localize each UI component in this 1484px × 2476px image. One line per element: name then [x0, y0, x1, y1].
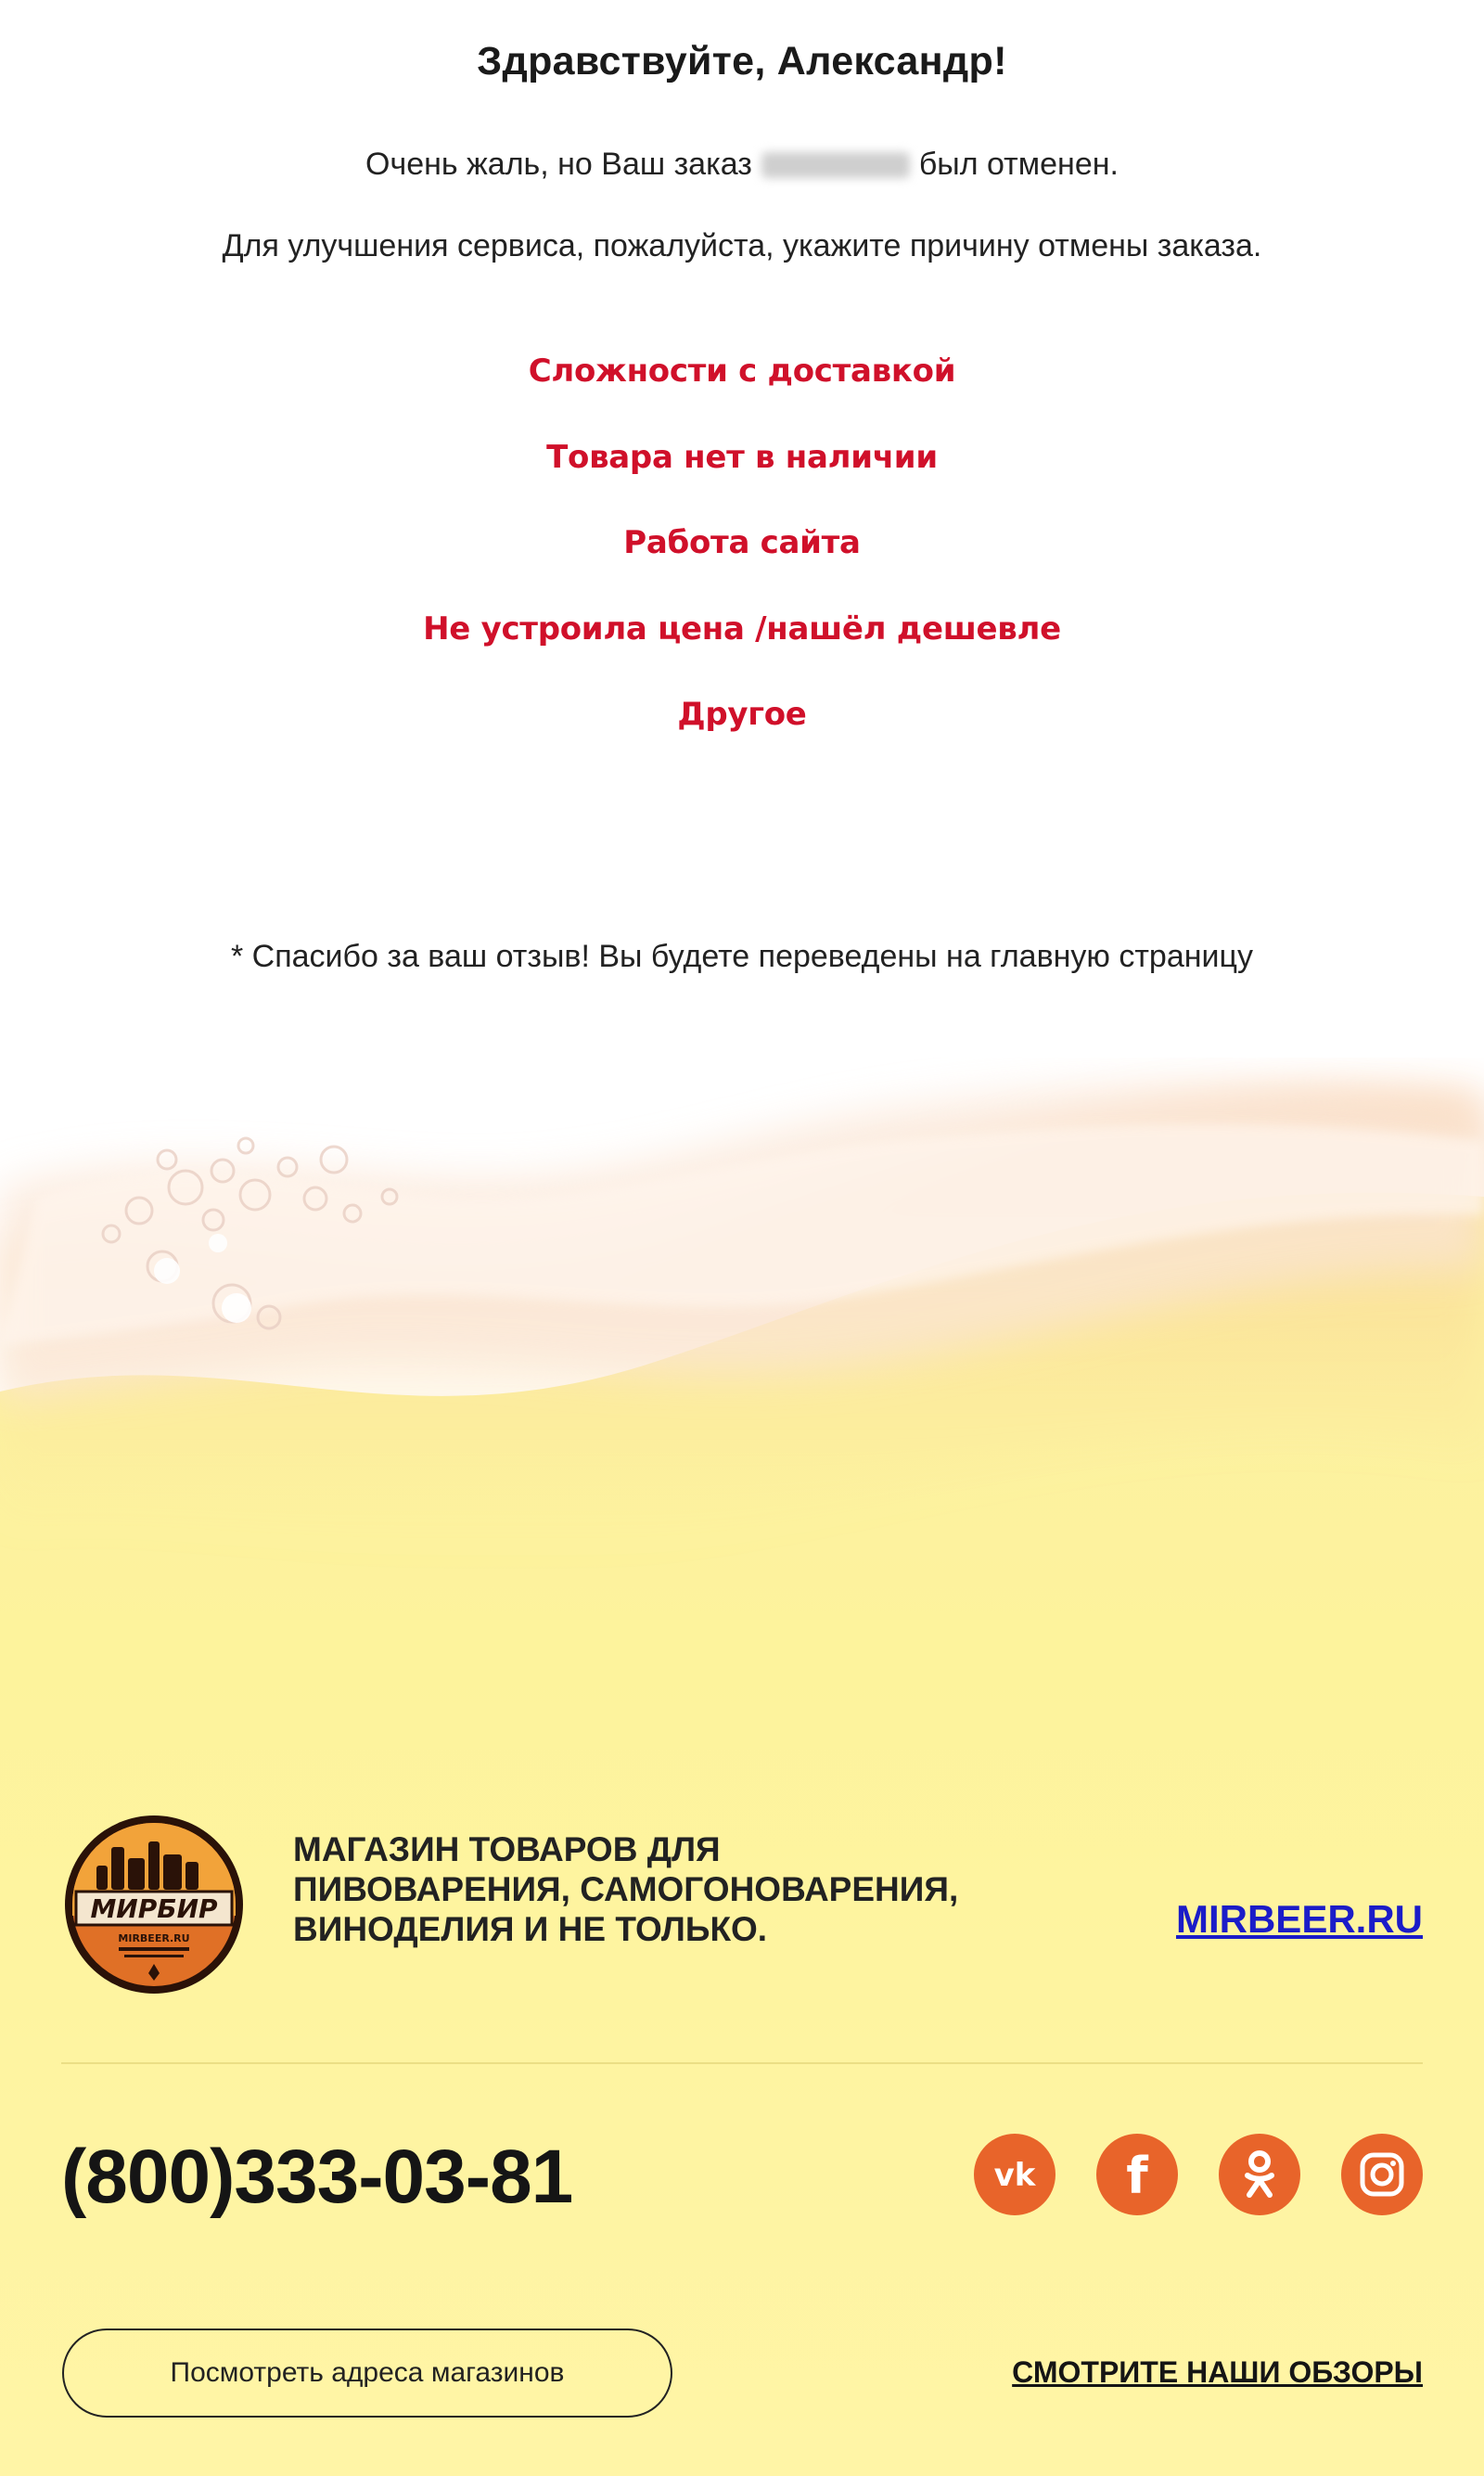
- store-tagline: МАГАЗИН ТОВАРОВ ДЛЯ ПИВОВАРЕНИЯ, САМОГОНОВАРЕНИЯ, ВИНОДЕЛИЯ И НЕ ТОЛЬКО.: [293, 1830, 959, 1948]
- facebook-icon[interactable]: [1096, 2134, 1178, 2215]
- greeting-heading: Здравствуйте, Александр!: [477, 39, 1007, 83]
- footer-divider: [61, 2062, 1423, 2064]
- reason-other-link[interactable]: Другое: [677, 696, 807, 733]
- list-item: [0, 439, 1484, 525]
- mirbeer-logo[interactable]: [63, 1814, 245, 1995]
- svg-text:vk: vk: [993, 2158, 1036, 2191]
- thanks-footnote: * Спасибо за ваш отзыв! Вы будете переведены на главную страницу: [230, 939, 1253, 974]
- reason-delivery-link[interactable]: Сложности с доставкой: [528, 353, 956, 390]
- cancel-reasons-list: [0, 353, 1484, 782]
- odnoklassniki-icon[interactable]: [1219, 2134, 1300, 2215]
- svg-text:f: f: [1126, 2149, 1148, 2200]
- watch-reviews-link[interactable]: СМОТРИТЕ НАШИ ОБЗОРЫ: [1012, 2355, 1423, 2389]
- reason-price-link[interactable]: Не устроила цена /нашёл дешевле: [423, 609, 1061, 648]
- cancel-text-after: был отменен.: [918, 147, 1119, 182]
- list-item: [0, 353, 1484, 439]
- cancel-message: [0, 147, 1484, 183]
- list-item: [0, 524, 1484, 610]
- reason-website-link[interactable]: Работа сайта: [623, 524, 861, 561]
- vk-icon[interactable]: [974, 2134, 1055, 2215]
- phone-number[interactable]: (800)333-03-81: [61, 2135, 573, 2219]
- list-item: [0, 696, 1484, 782]
- logo-domain: MIRBEER.RU: [118, 1932, 190, 1944]
- reason-out-of-stock-link[interactable]: Товара нет в наличии: [546, 438, 938, 476]
- feedback-request: Для улучшения сервиса, пожалуйста, укажите причину отмены заказа.: [222, 228, 1262, 263]
- site-link[interactable]: MIRBEER.RU: [1175, 1897, 1423, 1941]
- order-number-redacted: [761, 152, 910, 178]
- cancel-text-before: Очень жаль, но Ваш заказ: [365, 147, 752, 182]
- logo-name: МИРБИР: [90, 1893, 218, 1924]
- view-store-addresses-button[interactable]: Посмотреть адреса магазинов: [62, 2328, 672, 2418]
- instagram-icon[interactable]: [1341, 2134, 1423, 2215]
- beer-foam-background: [0, 1058, 1484, 2476]
- social-links: [974, 2134, 1423, 2215]
- list-item: [0, 610, 1484, 697]
